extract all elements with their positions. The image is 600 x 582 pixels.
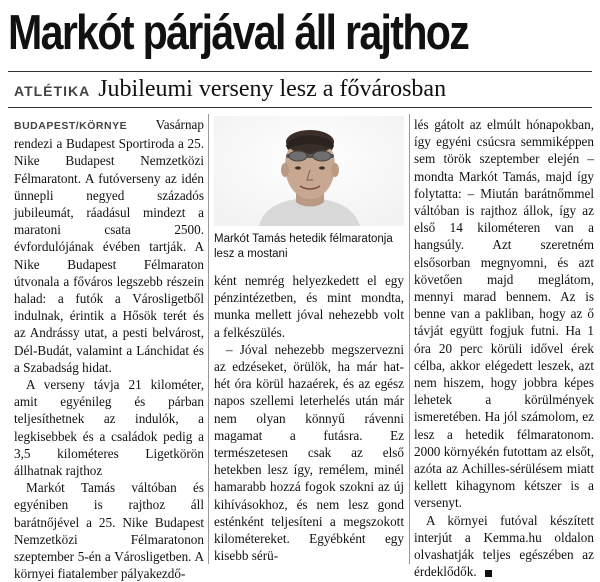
paragraph-text: A környei futóval készített interjút a Kemma.hu oldalon olvashatják teljes egészében az érdeklődők.: [414, 512, 594, 580]
paragraph: A verseny távja 21 kilométer, amit egyénileg és párban teljesíthetnek az indulók, a legkisebbek és a családok pedig a 3,5 kilométeres Ligetkörön állhatnak rajthoz: [14, 377, 204, 479]
column-divider-2: [409, 114, 410, 564]
section-kicker: ATLÉTIKA: [14, 83, 91, 99]
column-divider-1: [208, 114, 209, 564]
subheading-row: [14, 74, 446, 104]
paragraph-text: Vasárnap rendezi a Budapest Sportiroda a 25. Nike Budapest Nemzetközi Félmaratont. A futóverseny az idén ünnepli negyed századós jubileumát, ráadásul mindezt a maratoni csata 2500. évfordulójának évében tartják. A Nike Budapest Félmaraton útvonala a főváros legszebb részein halad: a futók a Városligetből indulnak, érintik a Hősök terét és az Andrássy utat, a pesti belvárost, Dél-Budát, valamint a Lánchidat és a Szabadság hidat.: [14, 117, 204, 375]
paragraph: – Jóval nehezebb megszervezni az edzéseket, örülök, ha már hat-hét óra körül hazaérek, és az egész napos szellemi leterhelés után már nem olyan könnyű rávenni magamat a futásra. Ez természetesen csak az első hetekben lesz így, remélem, minél hamarabb hozzá fogok szokni az új kihívásokhoz, és nem lesz gond esténként teljesíteni a megszokott kilométereket. Egyébként egy kisebb sérü-: [214, 341, 404, 564]
headline: Markót párjával áll rajthoz: [8, 6, 469, 60]
paragraph: lés gátolt az elmúlt hónapokban, így egyéni csúcsra semmiképpen sem török szeptember elején – mondta Markót Tamás, majd így folytatta: – Miután barátnőmmel váltóban is rajthoz állok, így az első 14 kilométeren van a hangsúly. Azt szeretném elsősorban megnyomni, és azt követően majd meglátom, mennyi marad bennem. Az is benne van a pakliban, hogy az ő távját együtt fogjuk futni. Ha 1 óra 20 perc körüli idővel érek célba, akkor elégedett leszek, azt nem hiszem, hogy jobbra képes lehetek a körülmények ismeretében. Ha jól számolom, ez lesz a hetedik félmaratonom. 2000 környékén futottam az elsőt, azóta az Achilles-sérülésem miatt kellett kihagynom kétszer is a versenyt.: [414, 117, 594, 511]
athlete-photo: [214, 116, 404, 226]
article-column-1: [14, 116, 204, 582]
portrait-image: [214, 116, 404, 226]
paragraph: [14, 116, 204, 376]
article-column-2: [214, 272, 404, 564]
paragraph: ként nemrég helyezkedett el egy pénzintézetben, és mint mondta, munka mellett jóval nehezebb volt a felkészülés.: [214, 273, 404, 340]
photo-caption: Markót Tamás hetedik félmaratonja lesz a mostani: [214, 233, 393, 260]
end-of-article-mark: [485, 570, 492, 577]
subheading-rule: [8, 107, 592, 108]
dateline: BUDAPEST/KÖRNYE: [14, 120, 128, 132]
article-column-3: [414, 116, 594, 580]
headline-rule: [8, 71, 592, 72]
deck-subtitle: Jubileumi verseny lesz a fővárosban: [98, 76, 447, 102]
paragraph: Markót Tamás váltóban és egyéniben is rajthoz áll barátnőjével a 25. Nike Budapest Nemzetközi Félmaratonon szeptember 5-én a Városligetben. A környei fiatalember pályakezdő-: [14, 480, 204, 582]
paragraph-closing: [414, 512, 594, 581]
